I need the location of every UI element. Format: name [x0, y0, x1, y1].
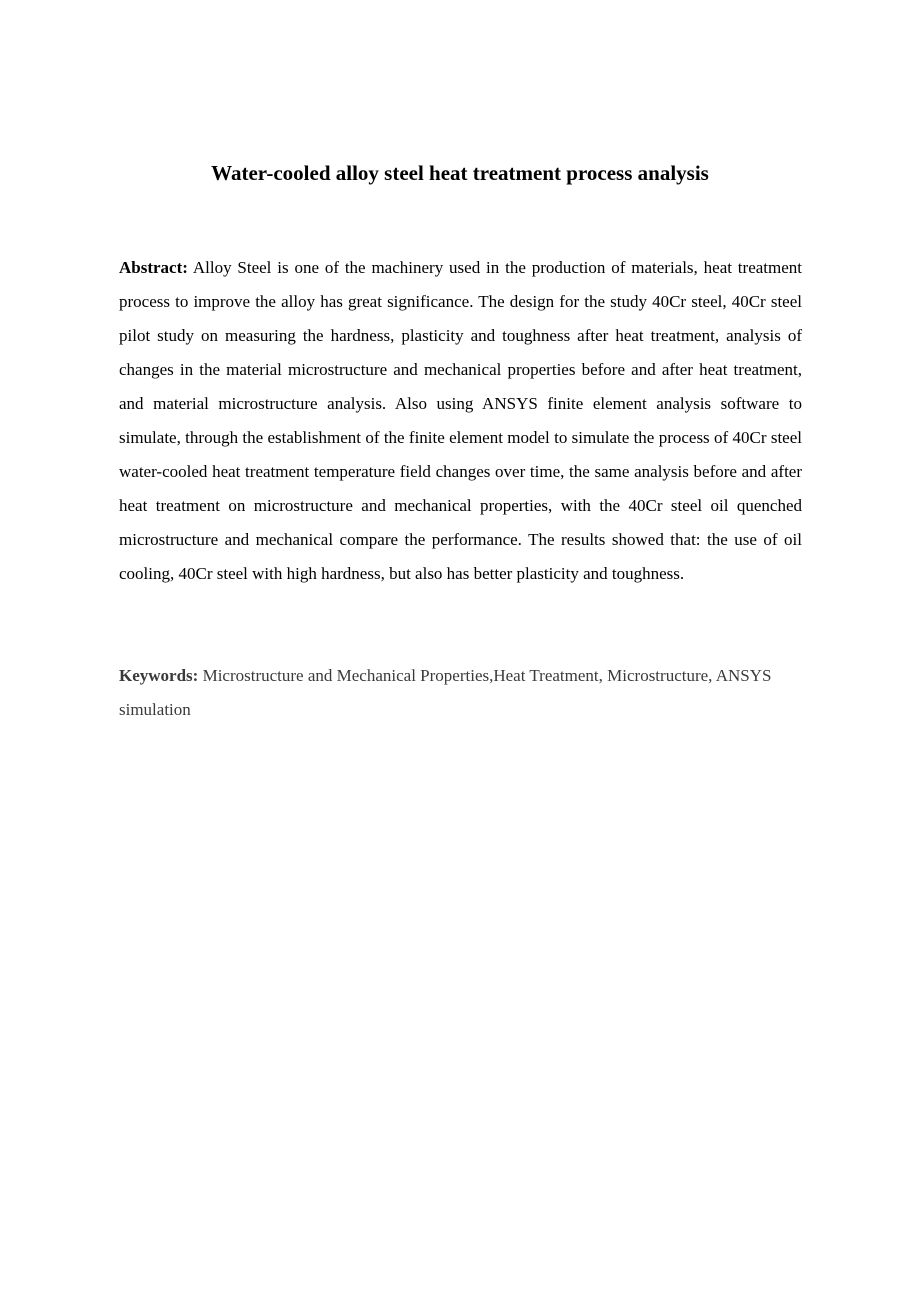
abstract-text: Alloy Steel is one of the machinery used in the production of materials, heat treatment process to improve the alloy has great significance. The design for the study 40Cr steel, 40Cr steel pilot study on measuring the hardness, plasticity and toughness after heat treatment, analysis of changes in the material microstructure and mechanical properties before and after heat treatment, and material microstructure analysis. Also using ANSYS finite element analysis software to simulate, through the establishment of the finite element model to simulate the process of 40Cr steel water-cooled heat treatment temperature field changes over time, the same analysis before and after heat treatment on microstructure and mechanical properties, with the 40Cr steel oil quenched microstructure and mechanical compare the performance. The results showed that: the use of oil cooling, 40Cr steel with high hardness, but also has better plasticity and toughness. [119, 258, 802, 583]
keywords-label: Keywords: [119, 666, 199, 685]
keywords-paragraph [119, 659, 802, 727]
document-title: Water-cooled alloy steel heat treatment process analysis [211, 161, 709, 185]
abstract-label: Abstract: [119, 258, 188, 277]
keywords-text: Microstructure and Mechanical Properties,Heat Treatment, Microstructure, ANSYS simulation [119, 666, 772, 719]
abstract-paragraph [119, 251, 802, 591]
